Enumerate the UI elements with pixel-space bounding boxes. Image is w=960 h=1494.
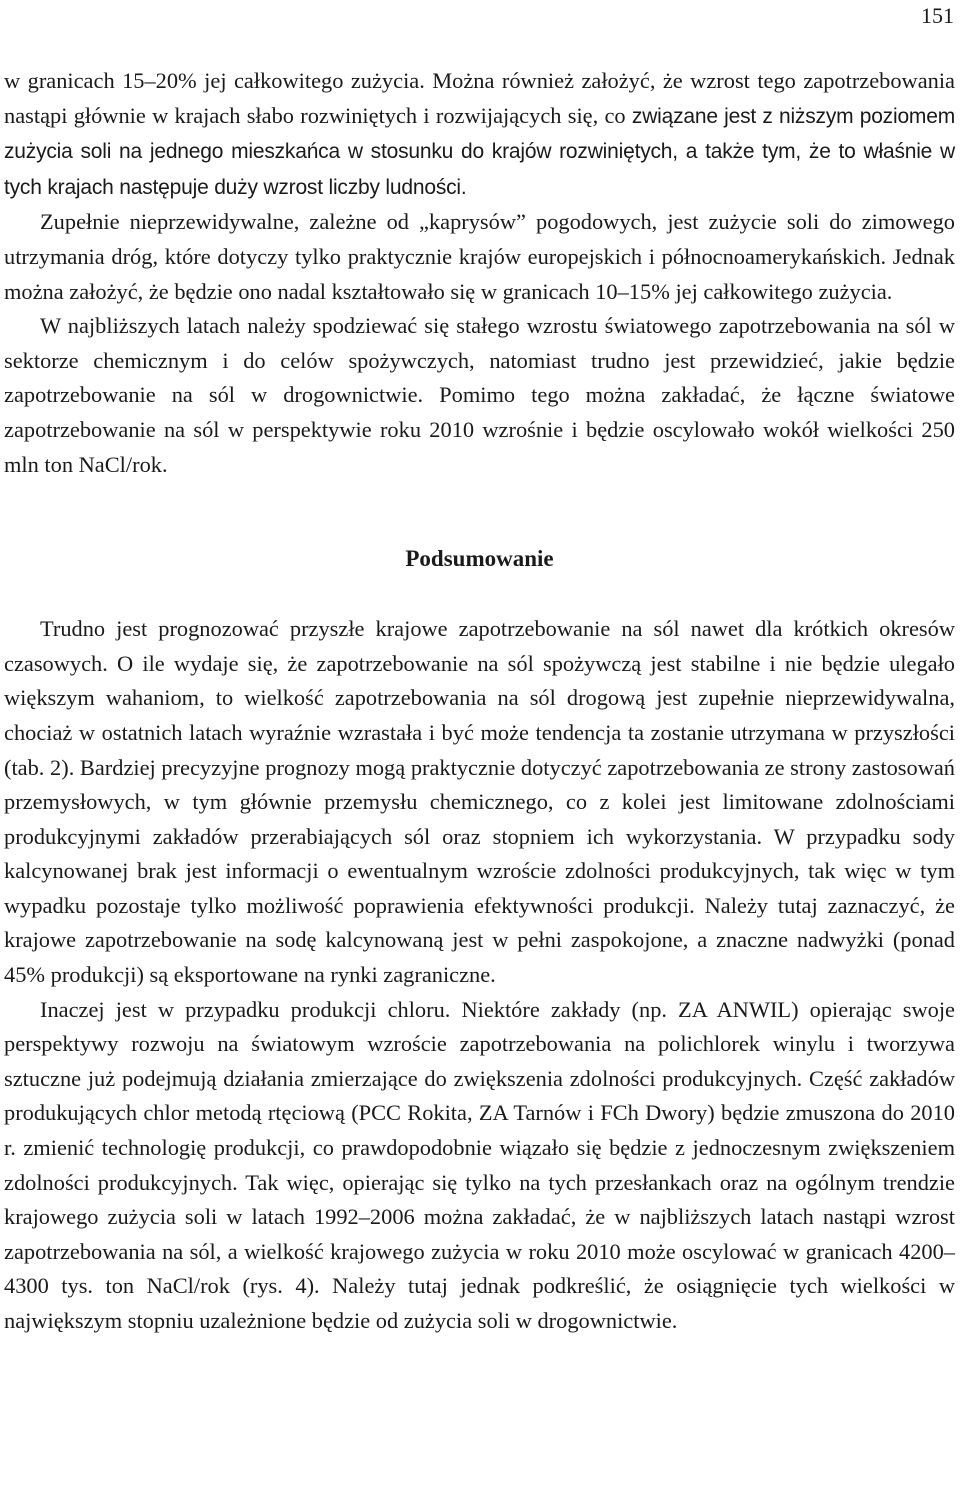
- section-heading: Podsumowanie: [405, 546, 554, 572]
- paragraph-summary-first: Trudno jest prognozować przyszłe krajowe zapotrzebowanie na sól nawet dla krótkich okresów czasowych. O ile wydaje się, że zapotrzebowanie na sól spożywczą jest stabilne i nie będzie ulegało większym wahaniom, to wielkość zapotrzebowania na sól drogową jest zupełnie nieprzewidywalna, chociaż w ostatnich latach wyraźnie wzrastała i być może tendencja ta zostanie utrzymana w przyszłości (tab. 2). Bardziej precyzyjne prognozy mogą praktycznie dotyczyć zapotrzebowania ze strony zastosowań przemysłowych, w tym głównie przemysłu chemicznego, co z kolei jest limitowane zdolnościami produkcyjnymi zakładów przerabiających sól oraz stopniem ich wykorzystania. W przypadku sody kalcynowanej brak jest informacji o ewentualnym wzroście zdolności produkcyjnych, tak więc w tym wypadku pozostaje tylko możliwość poprawienia efektywności produkcji. Należy tutaj zaznaczyć, że krajowe zapotrzebowanie na sodę kalcynowaną jest w pełni zaspokojone, a znaczne nadwyżki (ponad 45% produkcji) są eksportowane na rynki zagraniczne.: [4, 616, 955, 988]
- section-spacer: [4, 482, 955, 542]
- page-number: 151: [921, 3, 954, 28]
- paragraph-text-serif: w granicach 15–20% jej całkowitego zużycia. Można również założyć, że wzrost tego zapotrzebowania nastąpi głównie w krajach słabo rozwiniętych i rozwijających się, co: [4, 68, 955, 128]
- paragraph-summary-chlorine: Inaczej jest w przypadku produkcji chloru. Niektóre zakłady (np. ZA ANWIL) opierając swoje perspektywy rozwoju na światowym wzroście zapotrzebowania na polichlorek winylu i tworzywa sztuczne już podejmują działania zmierzające do zwiększenia zdolności produkcyjnych. Część zakładów produkujących chlor metodą rtęciową (PCC Rokita, ZA Tarnów i FCh Dwory) będzie zmuszona do 2010 r. zmienić technologię produkcji, co prawdopodobnie wiązało się będzie z jednoczesnym zwiększeniem zdolności produkcyjnych. Tak więc, opierając się tylko na tych przesłankach oraz na ogólnym trendzie krajowego zużycia soli w latach 1992–2006 można zakładać, że w najbliższych latach nastąpi wzrost zapotrzebowania na sól, a wielkość krajowego zużycia w roku 2010 może oscylować w granicach 4200–4300 tys. ton NaCl/rok (rys. 4). Należy tutaj jednak podkreślić, że osiągnięcie tych wielkości w największym stopniu uzależnione będzie od zużycia soli w drogownictwie.: [4, 996, 955, 1333]
- paragraph-continuation: [4, 64, 955, 205]
- paragraph-global-demand: W najbliższych latach należy spodziewać się stałego wzrostu światowego zapotrzebowania na sól w sektorze chemicznym i do celów spożywczych, natomiast trudno jest przewidzieć, jakie będzie zapotrzebowanie na sól w drogownictwie. Pomimo tego można zakładać, że łączne światowe zapotrzebowanie na sól w perspektywie roku 2010 wzrośnie i będzie oscylowało wokół wielkości 250 mln ton NaCl/rok.: [4, 313, 955, 477]
- paragraph-road-maintenance: Zupełnie nieprzewidywalne, zależne od „kaprysów” pogodowych, jest zużycie soli do zimowego utrzymania dróg, które dotyczy tylko praktycznie krajów europejskich i północnoamerykańskich. Jednak można założyć, że będzie ono nadal kształtowało się w granicach 10–15% jej całkowitego zużycia.: [4, 209, 955, 304]
- document-body: [4, 64, 955, 1339]
- paragraph-text-sans: związane jest z niższym poziomem zużycia soli na jednego mieszkańca w stosunku do krajów rozwiniętych, a także tym, że to właśnie w tych krajach następuje duży wzrost liczby ludności.: [4, 104, 955, 199]
